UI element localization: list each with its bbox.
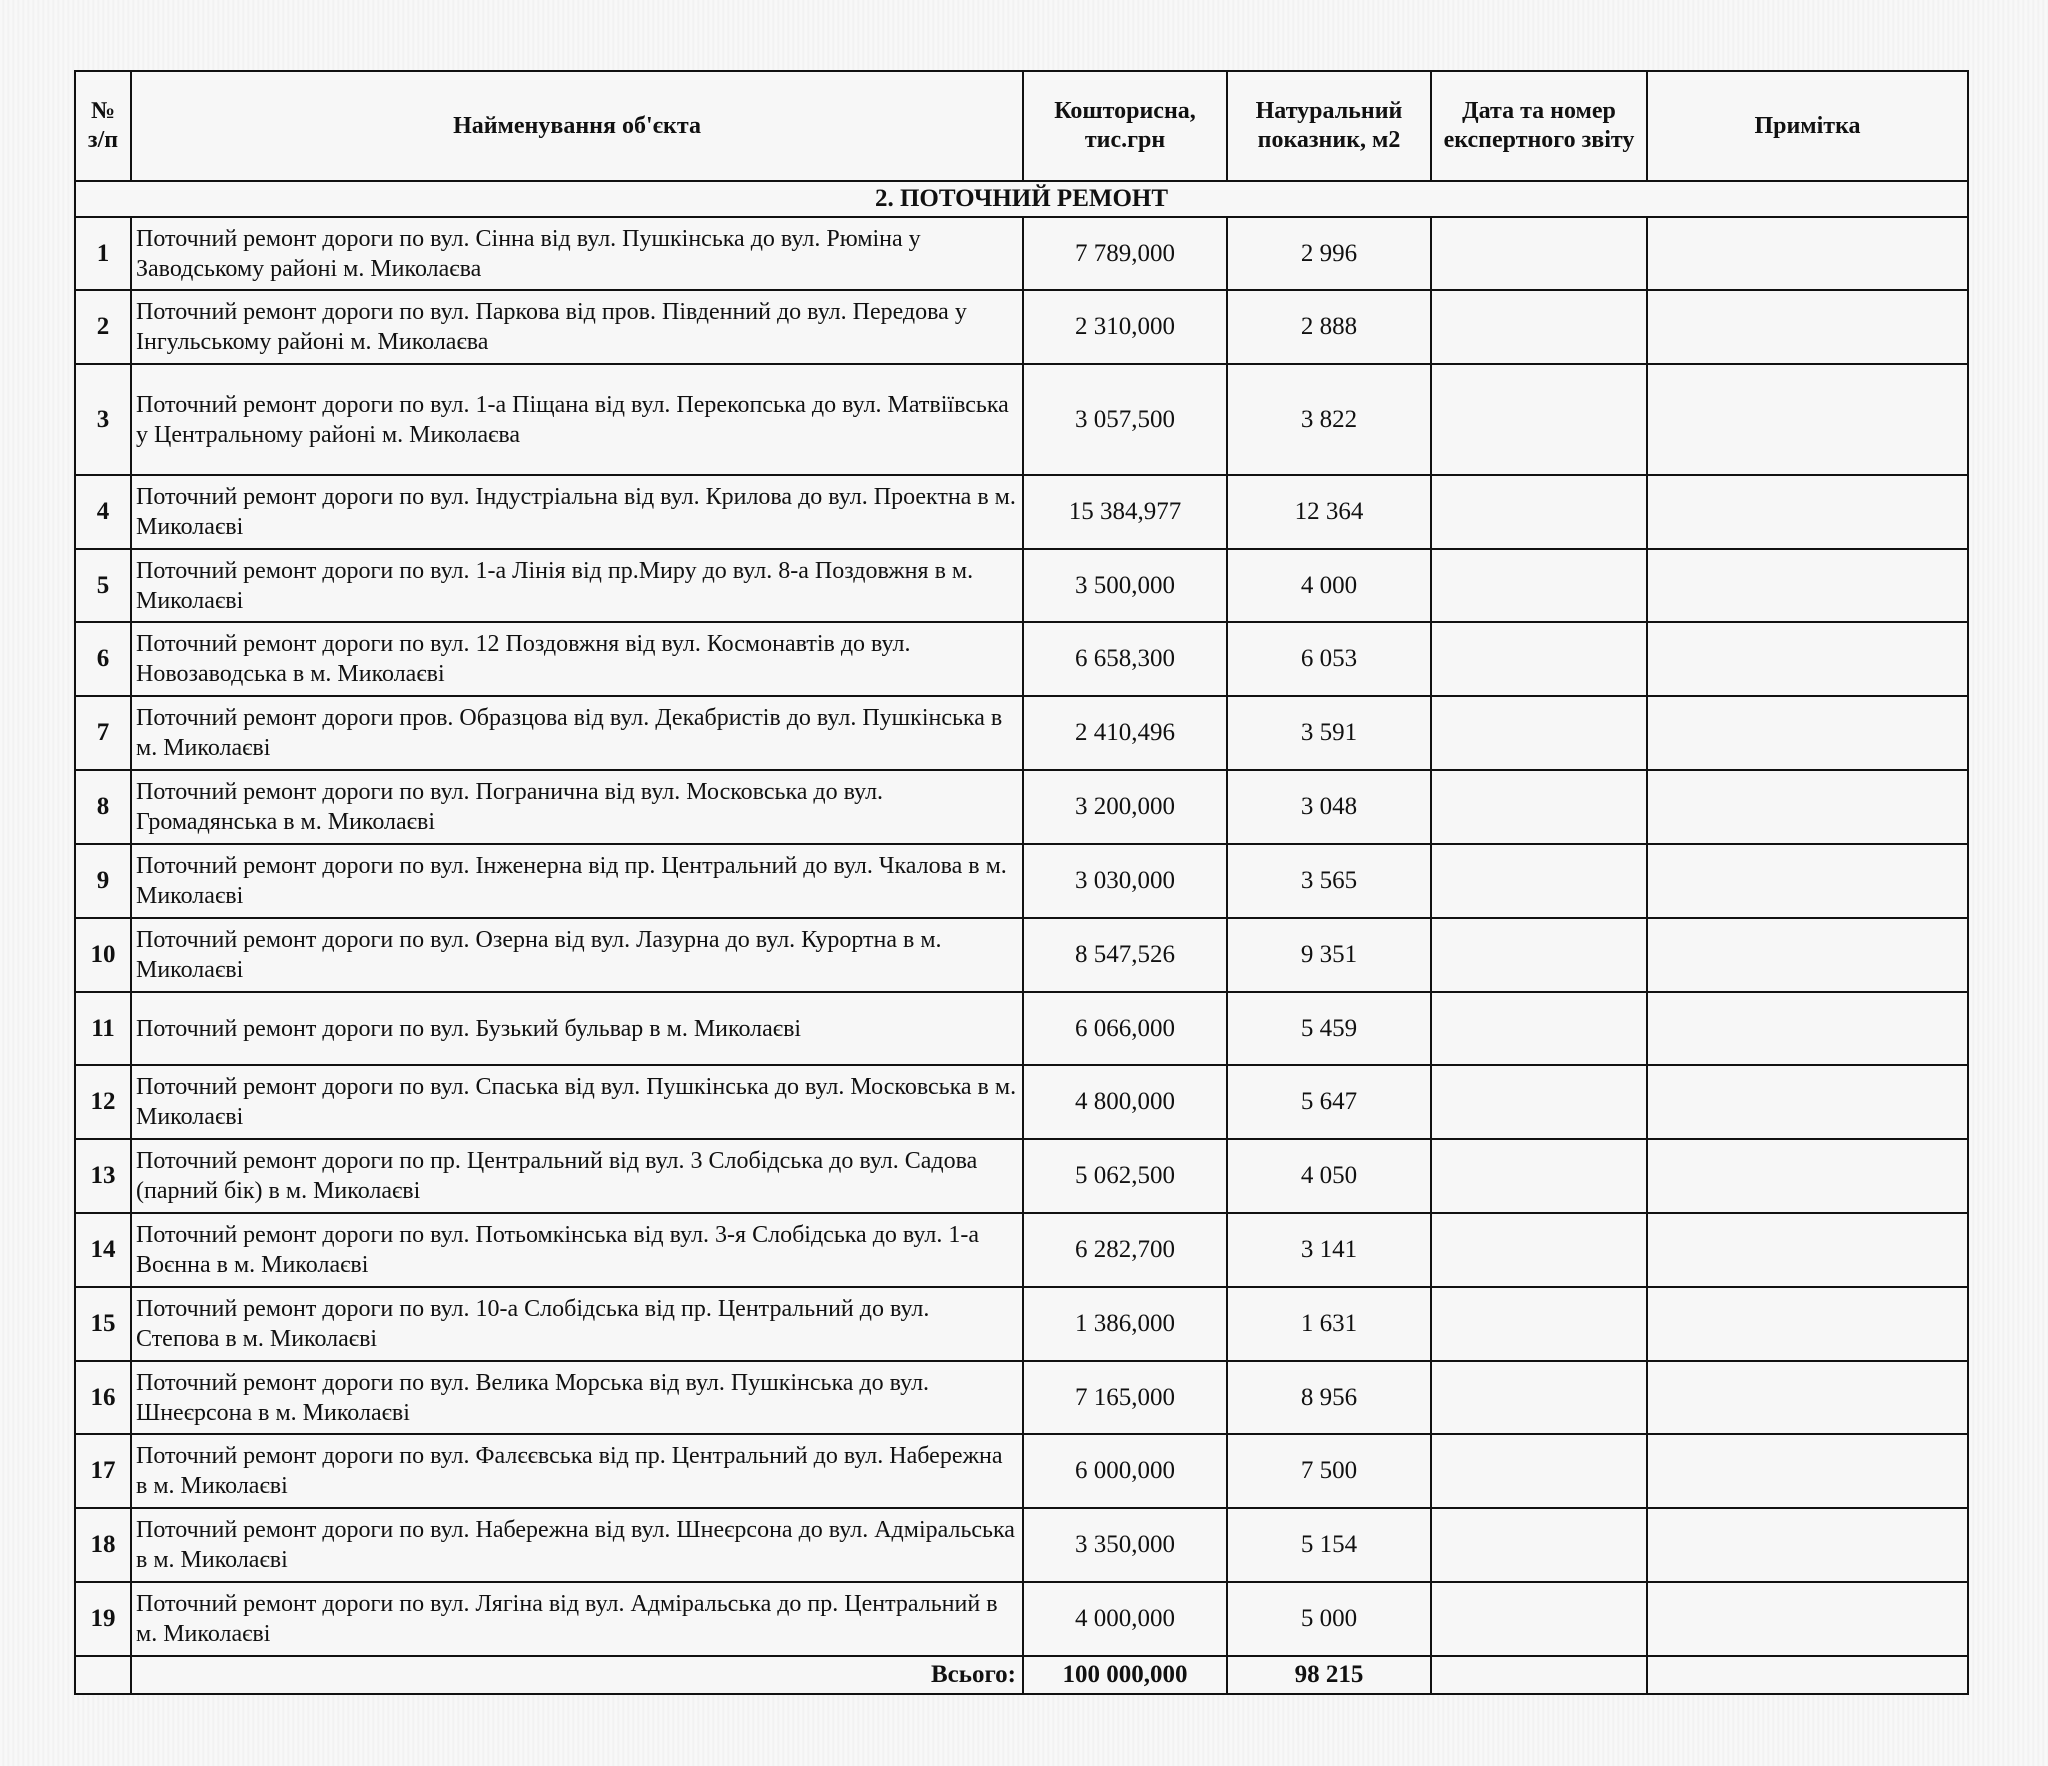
note-cell [1647,844,1968,918]
row-number-cell: 2 [75,290,131,364]
estimated-cost-cell: 2 310,000 [1023,290,1227,364]
total-label: Всього: [131,1656,1023,1694]
object-name-cell: Поточний ремонт дороги по вул. 1-а Лінія від пр.Миру до вул. 8-а Поздовжня в м. Миколаєві [131,549,1023,622]
note-cell [1647,622,1968,696]
note-cell [1647,217,1968,290]
table-header-row [75,71,1968,181]
object-name-cell: Поточний ремонт дороги по вул. Лягіна від вул. Адміральська до пр. Центральний в м. Миколаєві [131,1582,1023,1656]
object-name-cell: Поточний ремонт дороги по вул. Озерна від вул. Лазурна до вул. Курортна в м. Миколаєві [131,918,1023,992]
expert-report-cell [1431,696,1647,770]
natural-indicator-cell: 4 000 [1227,549,1431,622]
natural-indicator-cell: 2 996 [1227,217,1431,290]
table-row [75,1434,1968,1508]
estimated-cost-cell: 4 800,000 [1023,1065,1227,1139]
object-name-cell: Поточний ремонт дороги по вул. Сінна від вул. Пушкінська до вул. Рюміна у Заводському районі м. Миколаєва [131,217,1023,290]
total-natural: 98 215 [1227,1656,1431,1694]
table-row [75,1213,1968,1287]
total-num-cell [75,1656,131,1694]
header-name: Найменування об'єкта [131,71,1023,181]
expert-report-cell [1431,1065,1647,1139]
table-row [75,1582,1968,1656]
table-row [75,1361,1968,1434]
table-row [75,1139,1968,1213]
natural-indicator-cell: 5 154 [1227,1508,1431,1582]
natural-indicator-cell: 5 647 [1227,1065,1431,1139]
note-cell [1647,364,1968,475]
natural-indicator-cell: 6 053 [1227,622,1431,696]
expert-report-cell [1431,992,1647,1065]
object-name-cell: Поточний ремонт дороги по вул. Фалєєвська від пр. Центральний до вул. Набережна в м. Миколаєві [131,1434,1023,1508]
natural-indicator-cell: 1 631 [1227,1287,1431,1361]
note-cell [1647,1434,1968,1508]
row-number-cell: 18 [75,1508,131,1582]
table-row [75,1065,1968,1139]
row-number-cell: 8 [75,770,131,844]
estimated-cost-cell: 3 057,500 [1023,364,1227,475]
row-number-cell: 6 [75,622,131,696]
natural-indicator-cell: 3 591 [1227,696,1431,770]
row-number-cell: 9 [75,844,131,918]
expert-report-cell [1431,844,1647,918]
natural-indicator-cell: 3 141 [1227,1213,1431,1287]
expert-report-cell [1431,217,1647,290]
note-cell [1647,770,1968,844]
expert-report-cell [1431,475,1647,549]
expert-report-cell [1431,1213,1647,1287]
expert-report-cell [1431,290,1647,364]
table-row [75,696,1968,770]
estimated-cost-cell: 3 200,000 [1023,770,1227,844]
estimated-cost-cell: 7 165,000 [1023,1361,1227,1434]
row-number-cell: 15 [75,1287,131,1361]
section-title: 2. ПОТОЧНИЙ РЕМОНТ [75,181,1968,217]
note-cell [1647,549,1968,622]
natural-indicator-cell: 9 351 [1227,918,1431,992]
row-number-cell: 19 [75,1582,131,1656]
row-number-cell: 17 [75,1434,131,1508]
expert-report-cell [1431,1361,1647,1434]
estimated-cost-cell: 4 000,000 [1023,1582,1227,1656]
estimated-cost-cell: 15 384,977 [1023,475,1227,549]
expert-report-cell [1431,1139,1647,1213]
table-row [75,475,1968,549]
table-row [75,1508,1968,1582]
total-row [75,1656,1968,1694]
object-name-cell: Поточний ремонт дороги пров. Образцова від вул. Декабристів до вул. Пушкінська в м. Миколаєві [131,696,1023,770]
estimated-cost-cell: 6 282,700 [1023,1213,1227,1287]
expert-report-cell [1431,918,1647,992]
expert-report-cell [1431,549,1647,622]
estimated-cost-cell: 6 066,000 [1023,992,1227,1065]
table-row [75,1287,1968,1361]
object-name-cell: Поточний ремонт дороги по вул. Паркова від пров. Південний до вул. Передова у Інгульському районі м. Миколаєва [131,290,1023,364]
natural-indicator-cell: 3 565 [1227,844,1431,918]
table-row [75,549,1968,622]
natural-indicator-cell: 4 050 [1227,1139,1431,1213]
header-expert: Дата та номер експертного звіту [1431,71,1647,181]
natural-indicator-cell: 8 956 [1227,1361,1431,1434]
natural-indicator-cell: 3 822 [1227,364,1431,475]
natural-indicator-cell: 5 000 [1227,1582,1431,1656]
table-row [75,918,1968,992]
natural-indicator-cell: 5 459 [1227,992,1431,1065]
table-row [75,844,1968,918]
estimated-cost-cell: 3 030,000 [1023,844,1227,918]
object-name-cell: Поточний ремонт дороги по вул. 1-а Піщана від вул. Перекопська до вул. Матвіївська у Центральному районі м. Миколаєва [131,364,1023,475]
header-num: № з/п [75,71,131,181]
note-cell [1647,475,1968,549]
header-natural: Натуральний показник, м2 [1227,71,1431,181]
note-cell [1647,1361,1968,1434]
total-cost: 100 000,000 [1023,1656,1227,1694]
expert-report-cell [1431,1434,1647,1508]
table-row [75,992,1968,1065]
estimated-cost-cell: 7 789,000 [1023,217,1227,290]
expert-report-cell [1431,364,1647,475]
estimated-cost-cell: 6 658,300 [1023,622,1227,696]
table-row [75,290,1968,364]
estimated-cost-cell: 8 547,526 [1023,918,1227,992]
object-name-cell: Поточний ремонт дороги по пр. Центральний від вул. 3 Слобідська до вул. Садова (парний бік) в м. Миколаєві [131,1139,1023,1213]
note-cell [1647,290,1968,364]
note-cell [1647,1287,1968,1361]
estimated-cost-cell: 2 410,496 [1023,696,1227,770]
object-name-cell: Поточний ремонт дороги по вул. Велика Морська від вул. Пушкінська до вул. Шнеєрсона в м. Миколаєві [131,1361,1023,1434]
note-cell [1647,918,1968,992]
table-row [75,770,1968,844]
total-note-cell [1647,1656,1968,1694]
row-number-cell: 14 [75,1213,131,1287]
row-number-cell: 4 [75,475,131,549]
estimated-cost-cell: 5 062,500 [1023,1139,1227,1213]
expert-report-cell [1431,1287,1647,1361]
table-row [75,364,1968,475]
table-row [75,622,1968,696]
total-expert-cell [1431,1656,1647,1694]
object-name-cell: Поточний ремонт дороги по вул. Індустріальна від вул. Крилова до вул. Проектна в м. Миколаєві [131,475,1023,549]
expert-report-cell [1431,1508,1647,1582]
row-number-cell: 12 [75,1065,131,1139]
object-name-cell: Поточний ремонт дороги по вул. Бузький бульвар в м. Миколаєві [131,992,1023,1065]
row-number-cell: 11 [75,992,131,1065]
estimated-cost-cell: 6 000,000 [1023,1434,1227,1508]
note-cell [1647,696,1968,770]
header-cost: Кошторисна, тис.грн [1023,71,1227,181]
expert-report-cell [1431,622,1647,696]
repair-objects-table [74,70,1969,1695]
note-cell [1647,1065,1968,1139]
expert-report-cell [1431,770,1647,844]
note-cell [1647,1508,1968,1582]
note-cell [1647,1139,1968,1213]
natural-indicator-cell: 2 888 [1227,290,1431,364]
natural-indicator-cell: 7 500 [1227,1434,1431,1508]
object-name-cell: Поточний ремонт дороги по вул. 10-а Слобідська від пр. Центральний до вул. Степова в м. Миколаєві [131,1287,1023,1361]
natural-indicator-cell: 12 364 [1227,475,1431,549]
note-cell [1647,992,1968,1065]
row-number-cell: 16 [75,1361,131,1434]
object-name-cell: Поточний ремонт дороги по вул. Потьомкінська від вул. 3-я Слобідська до вул. 1-а Воєнна в м. Миколаєві [131,1213,1023,1287]
row-number-cell: 10 [75,918,131,992]
row-number-cell: 1 [75,217,131,290]
estimated-cost-cell: 1 386,000 [1023,1287,1227,1361]
object-name-cell: Поточний ремонт дороги по вул. Погранична від вул. Московська до вул. Громадянська в м. Миколаєві [131,770,1023,844]
estimated-cost-cell: 3 350,000 [1023,1508,1227,1582]
note-cell [1647,1582,1968,1656]
table-row [75,217,1968,290]
natural-indicator-cell: 3 048 [1227,770,1431,844]
object-name-cell: Поточний ремонт дороги по вул. Інженерна від пр. Центральний до вул. Чкалова в м. Миколаєві [131,844,1023,918]
expert-report-cell [1431,1582,1647,1656]
row-number-cell: 3 [75,364,131,475]
estimated-cost-cell: 3 500,000 [1023,549,1227,622]
header-note: Примітка [1647,71,1968,181]
object-name-cell: Поточний ремонт дороги по вул. Набережна від вул. Шнеєрсона до вул. Адміральська в м. Миколаєві [131,1508,1023,1582]
row-number-cell: 5 [75,549,131,622]
object-name-cell: Поточний ремонт дороги по вул. 12 Поздовжня від вул. Космонавтів до вул. Новозаводська в м. Миколаєві [131,622,1023,696]
section-row [75,181,1968,217]
row-number-cell: 13 [75,1139,131,1213]
note-cell [1647,1213,1968,1287]
row-number-cell: 7 [75,696,131,770]
object-name-cell: Поточний ремонт дороги по вул. Спаська від вул. Пушкінська до вул. Московська в м. Миколаєві [131,1065,1023,1139]
